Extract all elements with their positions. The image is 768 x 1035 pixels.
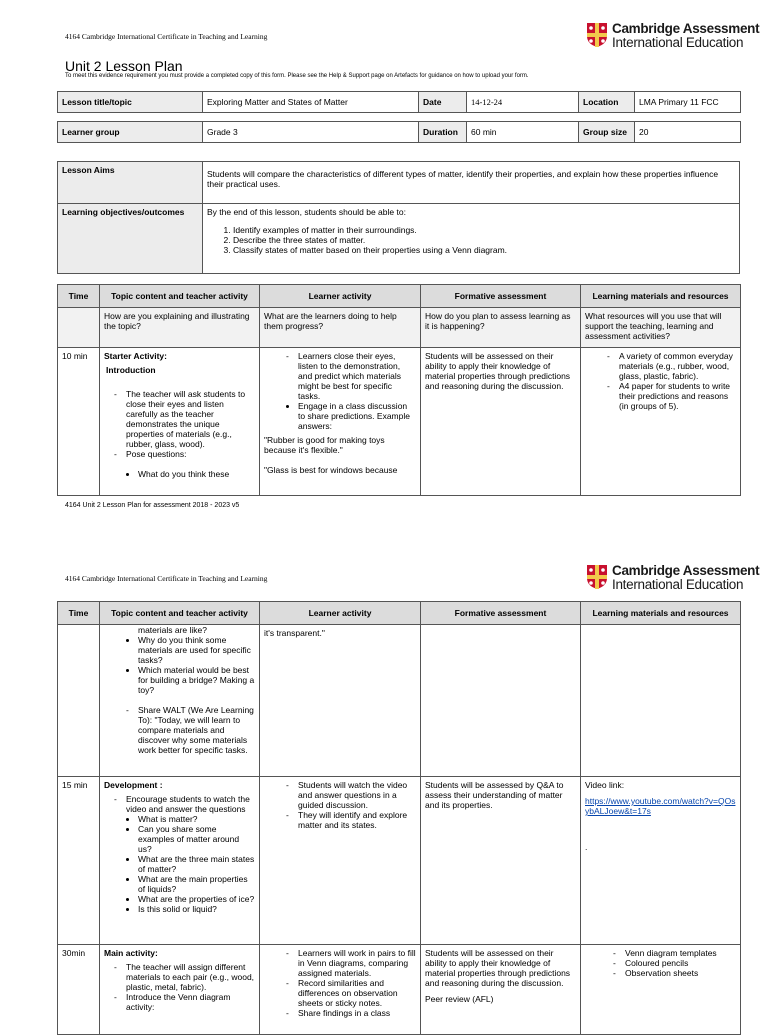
logo-line1: Cambridge Assessment <box>612 21 760 36</box>
dev-learner <box>260 777 421 945</box>
date-value: 14-12-24 <box>467 92 579 113</box>
list-item: - A4 paper for students to write their predictions and reasons (in groups of 5). <box>619 381 736 411</box>
main-materials <box>581 945 741 1035</box>
shield-icon <box>586 22 608 48</box>
header-materials: Learning materials and resources <box>581 602 741 625</box>
list-item: - Share WALT (We Are Learning To): "Today, we will learn to compare materials and discover why some materials work better for specific tasks. <box>138 705 255 755</box>
list-item: • Can you share some examples of matter around us? <box>138 824 255 854</box>
dev-heading: Development : <box>104 780 163 790</box>
video-link[interactable]: https://www.youtube.com/watch?v=QOsybALJoew&t=17s <box>585 796 736 816</box>
list-item: - Share findings in a class <box>298 1008 416 1018</box>
cont-teacher-top: materials are like? <box>138 625 207 635</box>
aims-label: Lesson Aims <box>58 162 203 204</box>
row1-topic <box>100 348 260 496</box>
duration-label: Duration <box>419 122 467 143</box>
list-item: - Learners close their eyes, listen to the demonstration, and predict which materials might be best for specific tasks. <box>298 351 416 401</box>
list-item: • Is this solid or liquid? <box>138 904 255 914</box>
list-item: • What do you think these <box>138 469 255 479</box>
header-time: Time <box>58 602 100 625</box>
objective-item: 2. Describe the three states of matter. <box>233 235 735 245</box>
main-heading: Main activity: <box>104 948 158 958</box>
row1-formative: Students will be assessed on their ability to apply their knowledge of material properties through predictions and reasoning during the discussion. <box>421 348 581 496</box>
header-learner: Learner activity <box>260 602 421 625</box>
cambridge-logo <box>586 22 759 50</box>
header-topic: Topic content and teacher activity <box>100 602 260 625</box>
video-link-label: Video link: <box>585 780 625 790</box>
header-materials: Learning materials and resources <box>581 285 741 308</box>
aims-text: Students will compare the characteristics of different types of matter, identify their properties, and explain how these properties influence their practical uses. <box>203 162 740 204</box>
header-topic: Topic content and teacher activity <box>100 285 260 308</box>
list-item: - Learners will work in pairs to fill in Venn diagrams, comparing assigned materials. <box>298 948 416 978</box>
aims-table <box>57 161 740 274</box>
date-label: Date <box>419 92 467 113</box>
header-formative: Formative assessment <box>421 285 581 308</box>
logo-line1: Cambridge Assessment <box>612 563 760 578</box>
dev-formative: Students will be assessed by Q&A to assess their understanding of matter and its properties. <box>421 777 581 945</box>
learner-quote: "Glass is best for windows because <box>264 465 398 475</box>
list-item: - Encourage students to watch the video and answer the questions <box>126 794 255 814</box>
header-formative: Formative assessment <box>421 602 581 625</box>
header-learner: Learner activity <box>260 285 421 308</box>
list-item: - Pose questions: <box>126 449 255 459</box>
plan-table-page1 <box>57 284 741 496</box>
learner-group-label: Learner group <box>58 122 203 143</box>
main-time: 30min <box>58 945 100 1035</box>
group-size-value: 20 <box>635 122 741 143</box>
row1-subheading: Introduction <box>106 365 156 375</box>
list-item: • What is matter? <box>138 814 255 824</box>
row1-learner <box>260 348 421 496</box>
list-item: • What are the three main states of matter? <box>138 854 255 874</box>
objectives-cell <box>203 204 740 274</box>
page-subtitle: To meet this evidence requirement you must provide a completed copy of this form. Please see the Help & Support page on Artefacts for guidance on how to upload your form. <box>65 73 529 79</box>
list-item: • Engage in a class discussion to share predictions. Example answers: <box>298 401 416 431</box>
cont-learner: it's transparent." <box>260 625 421 777</box>
list-item: - Venn diagram templates <box>625 948 736 958</box>
cambridge-logo <box>586 564 759 592</box>
sub-topic: How are you explaining and illustrating the topic? <box>100 308 260 348</box>
main-formative-peer: Peer review (AFL) <box>425 994 494 1004</box>
lesson-title-label: Lesson title/topic <box>58 92 203 113</box>
materials-dot: . <box>585 842 588 852</box>
location-value: LMA Primary 11 FCC <box>635 92 741 113</box>
main-formative <box>421 945 581 1035</box>
lesson-info-table <box>57 91 741 113</box>
shield-icon <box>586 564 608 590</box>
dev-materials <box>581 777 741 945</box>
row1-heading: Starter Activity: <box>104 351 167 361</box>
main-topic <box>100 945 260 1035</box>
objective-item: 3. Classify states of matter based on their properties using a Venn diagram. <box>233 245 735 255</box>
list-item: • Which material would be best for building a bridge? Making a toy? <box>138 665 255 695</box>
objectives-label: Learning objectives/outcomes <box>58 204 203 274</box>
page-title: Unit 2 Lesson Plan <box>65 58 183 74</box>
page-footer: 4164 Unit 2 Lesson Plan for assessment 2018 - 2023 v5 <box>65 502 240 509</box>
list-item: - Coloured pencils <box>625 958 736 968</box>
list-item: • What are the main properties of liquids? <box>138 874 255 894</box>
certificate-line: 4164 Cambridge International Certificate in Teaching and Learning <box>65 574 268 583</box>
list-item: - Record similarities and differences on observation sheets or sticky notes. <box>298 978 416 1008</box>
location-label: Location <box>579 92 635 113</box>
sub-materials: What resources will you use that will support the teaching, learning and assessment activities? <box>581 308 741 348</box>
learner-group-value: Grade 3 <box>203 122 419 143</box>
learner-quote: "Rubber is good for making toys because it's flexible." <box>264 435 385 455</box>
cont-topic <box>100 625 260 777</box>
row1-materials <box>581 348 741 496</box>
plan-table-page2 <box>57 601 741 1035</box>
sub-formative: How do you plan to assess learning as it is happening? <box>421 308 581 348</box>
list-item: - Introduce the Venn diagram activity: <box>126 992 255 1012</box>
list-item: - Students will watch the video and answer questions in a guided discussion. <box>298 780 416 810</box>
certificate-line: 4164 Cambridge International Certificate in Teaching and Learning <box>65 32 268 41</box>
dev-topic <box>100 777 260 945</box>
header-time: Time <box>58 285 100 308</box>
lesson-title-value: Exploring Matter and States of Matter <box>203 92 419 113</box>
objectives-intro: By the end of this lesson, students should be able to: <box>207 207 406 217</box>
list-item: - They will identify and explore matter and its states. <box>298 810 416 830</box>
sub-learner: What are the learners doing to help them progress? <box>260 308 421 348</box>
objectives-list <box>207 225 735 255</box>
list-item: - Observation sheets <box>625 968 736 978</box>
list-item: - The teacher will assign different materials to each pair (e.g., wood, plastic, metal, fabric). <box>126 962 255 992</box>
main-formative-text: Students will be assessed on their ability to apply their knowledge of material properties through predictions and reasoning during the discussion. <box>425 948 571 988</box>
logo-line2: International Education <box>612 35 744 50</box>
page1-header <box>0 22 768 62</box>
objective-item: 1. Identify examples of matter in their surroundings. <box>233 225 735 235</box>
list-item: - The teacher will ask students to close their eyes and listen carefully as the teacher demonstrates the unique properties of materials (e.g., rubber, glass, wood). <box>126 389 255 449</box>
duration-value: 60 min <box>467 122 579 143</box>
learner-info-table <box>57 121 741 143</box>
list-item: • What are the properties of ice? <box>138 894 255 904</box>
row1-time: 10 min <box>58 348 100 496</box>
page2-header <box>0 558 768 598</box>
logo-line2: International Education <box>612 577 744 592</box>
list-item: • Why do you think some materials are used for specific tasks? <box>138 635 255 665</box>
dev-time: 15 min <box>58 777 100 945</box>
list-item: - A variety of common everyday materials (e.g., rubber, wood, glass, plastic, fabric). <box>619 351 736 381</box>
main-learner <box>260 945 421 1035</box>
group-size-label: Group size <box>579 122 635 143</box>
